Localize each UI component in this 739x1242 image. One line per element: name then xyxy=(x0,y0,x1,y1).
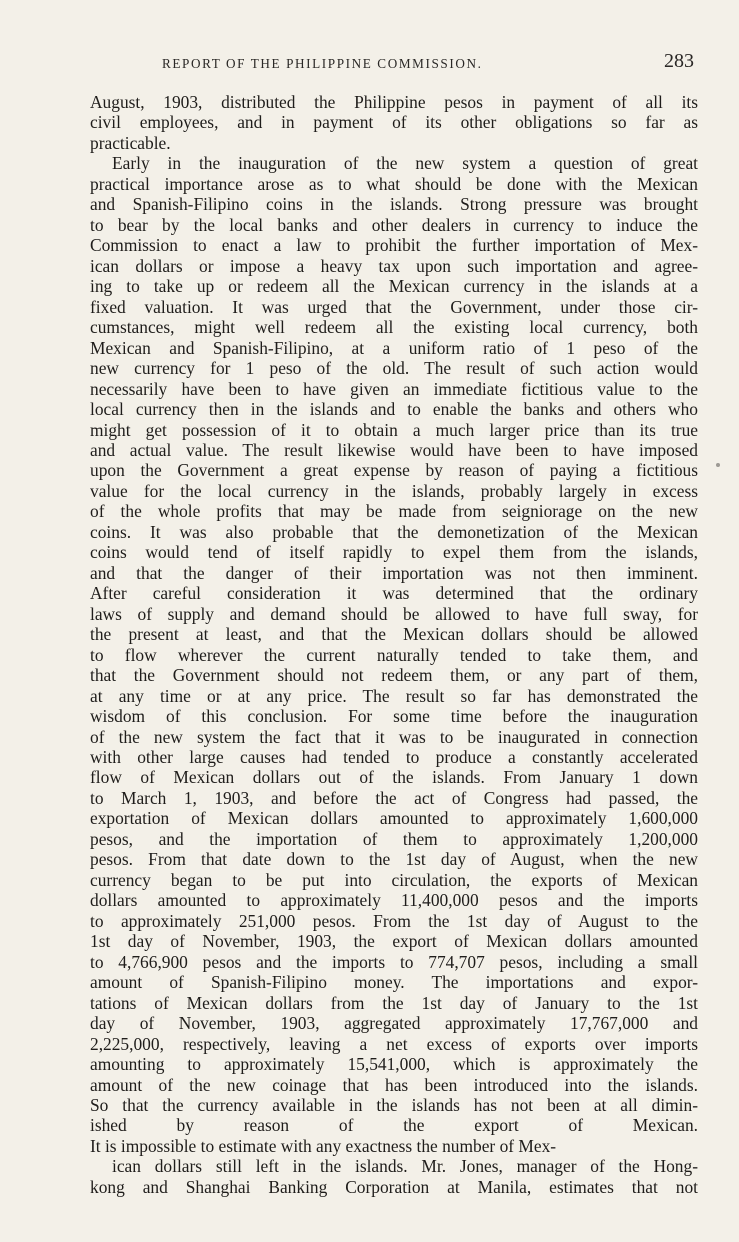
text-line: to March 1, 1903, and before the act of Congress had passed, the xyxy=(90,787,698,808)
text-line: at any time or at any price. The result so far has demonstrated the xyxy=(90,685,698,706)
paper-speck xyxy=(716,463,720,467)
text-line: cumstances, might well redeem all the existing local currency, both xyxy=(90,317,698,338)
text-line: that the Government should not redeem them, or any part of them, xyxy=(90,665,698,686)
text-line: civil employees, and in payment of its other obligations so far as xyxy=(90,112,698,133)
text-line: of the new system the fact that it was to be inaugurated in connection xyxy=(90,726,698,747)
text-line: kong and Shanghai Banking Corporation at Manila, estimates that not xyxy=(90,1176,698,1197)
text-line: It is impossible to estimate with any exactness the number of Mex- xyxy=(90,1135,557,1156)
text-line: and that the danger of their importation was not then imminent. xyxy=(90,562,698,583)
text-line: with other large causes had tended to produce a constantly accelerated xyxy=(90,747,698,767)
page-number: 283 xyxy=(664,50,694,72)
text-line: ished by reason of the export of Mexican. xyxy=(90,1115,698,1136)
text-line: exportation of Mexican dollars amounted to approximately 1,600,000 xyxy=(90,808,698,829)
text-line: upon the Government a great expense by reason of paying a fictitious xyxy=(90,460,698,481)
text-line: and Spanish-Filipino coins in the islands. Strong pressure was brought xyxy=(90,194,698,215)
text-line: to bear by the local banks and other dealers in currency to induce the xyxy=(90,214,698,235)
text-line: laws of supply and demand should be allowed to have full sway, for xyxy=(90,603,698,624)
text-line: After careful consideration it was determined that the ordinary xyxy=(90,583,698,604)
text-line: the present at least, and that the Mexican dollars should be allowed xyxy=(90,624,698,645)
text-line: amounting to approximately 15,541,000, which is approximately the xyxy=(90,1054,698,1075)
text-line: necessarily have been to have given an immediate fictitious value to the xyxy=(90,378,698,399)
text-line: wisdom of this conclusion. For some time before the inauguration xyxy=(90,706,698,727)
text-line: value for the local currency in the islands, probably largely in excess xyxy=(90,480,698,501)
paragraph-start-line: ican dollars still left in the islands. Mr. Jones, manager of the Hong- xyxy=(112,1156,698,1177)
text-line: currency began to be put into circulation, the exports of Mexican xyxy=(90,869,698,890)
text-line: might get possession of it to obtain a much larger price than its true xyxy=(90,419,698,440)
text-line: day of November, 1903, aggregated approximately 17,767,000 and xyxy=(90,1013,698,1034)
text-line: local currency then in the islands and to enable the banks and others who xyxy=(90,399,698,420)
text-line: ican dollars or impose a heavy tax upon such importation and agree- xyxy=(90,255,698,276)
text-line: pesos. From that date down to the 1st day of August, when the new xyxy=(90,849,698,870)
text-line: 1st day of November, 1903, the export of Mexican dollars amounted xyxy=(90,931,698,952)
body-text xyxy=(90,92,698,1218)
text-line: coins would tend of itself rapidly to expel them from the islands, xyxy=(90,542,698,563)
text-line: Commission to enact a law to prohibit the further importation of Mex- xyxy=(90,235,698,256)
text-line: coins. It was also probable that the demonetization of the Mexican xyxy=(90,521,698,542)
text-line: So that the currency available in the islands has not been at all dimin- xyxy=(90,1094,698,1115)
text-line: pesos, and the importation of them to approximately 1,200,000 xyxy=(90,828,698,849)
text-line: amount of the new coinage that has been introduced into the islands. xyxy=(90,1074,698,1095)
text-line: August, 1903, distributed the Philippine pesos in payment of all its xyxy=(90,92,698,112)
text-line: to approximately 251,000 pesos. From the 1st day of August to the xyxy=(90,910,698,931)
text-line: practicable. xyxy=(90,132,171,153)
running-head-title: REPORT OF THE PHILIPPINE COMMISSION. xyxy=(162,56,483,71)
text-line: new currency for 1 peso of the old. The result of such action would xyxy=(90,358,698,379)
text-line: flow of Mexican dollars out of the islands. From January 1 down xyxy=(90,767,698,788)
text-line xyxy=(90,1197,698,1217)
text-line: fixed valuation. It was urged that the Government, under those cir- xyxy=(90,296,698,317)
text-line: 2,225,000, respectively, leaving a net excess of exports over imports xyxy=(90,1033,698,1054)
paragraph-start-line: Early in the inauguration of the new system a question of great xyxy=(112,153,698,174)
text-line: Mexican and Spanish-Filipino, at a uniform ratio of 1 peso of the xyxy=(90,337,698,358)
text-line: to 4,766,900 pesos and the imports to 774,707 pesos, including a small xyxy=(90,951,698,972)
text-line: tations of Mexican dollars from the 1st day of January to the 1st xyxy=(90,992,698,1013)
text-line: practical importance arose as to what should be done with the Mexican xyxy=(90,173,698,194)
running-header xyxy=(90,50,698,78)
text-line: to flow wherever the current naturally tended to take them, and xyxy=(90,644,698,665)
text-line: ing to take up or redeem all the Mexican currency in the islands at a xyxy=(90,276,698,297)
text-line: of the whole profits that may be made from seigniorage on the new xyxy=(90,501,698,522)
text-line: amount of Spanish-Filipino money. The importations and expor- xyxy=(90,972,698,993)
text-line: and actual value. The result likewise would have been to have imposed xyxy=(90,439,698,460)
text-line: dollars amounted to approximately 11,400,000 pesos and the imports xyxy=(90,890,698,911)
